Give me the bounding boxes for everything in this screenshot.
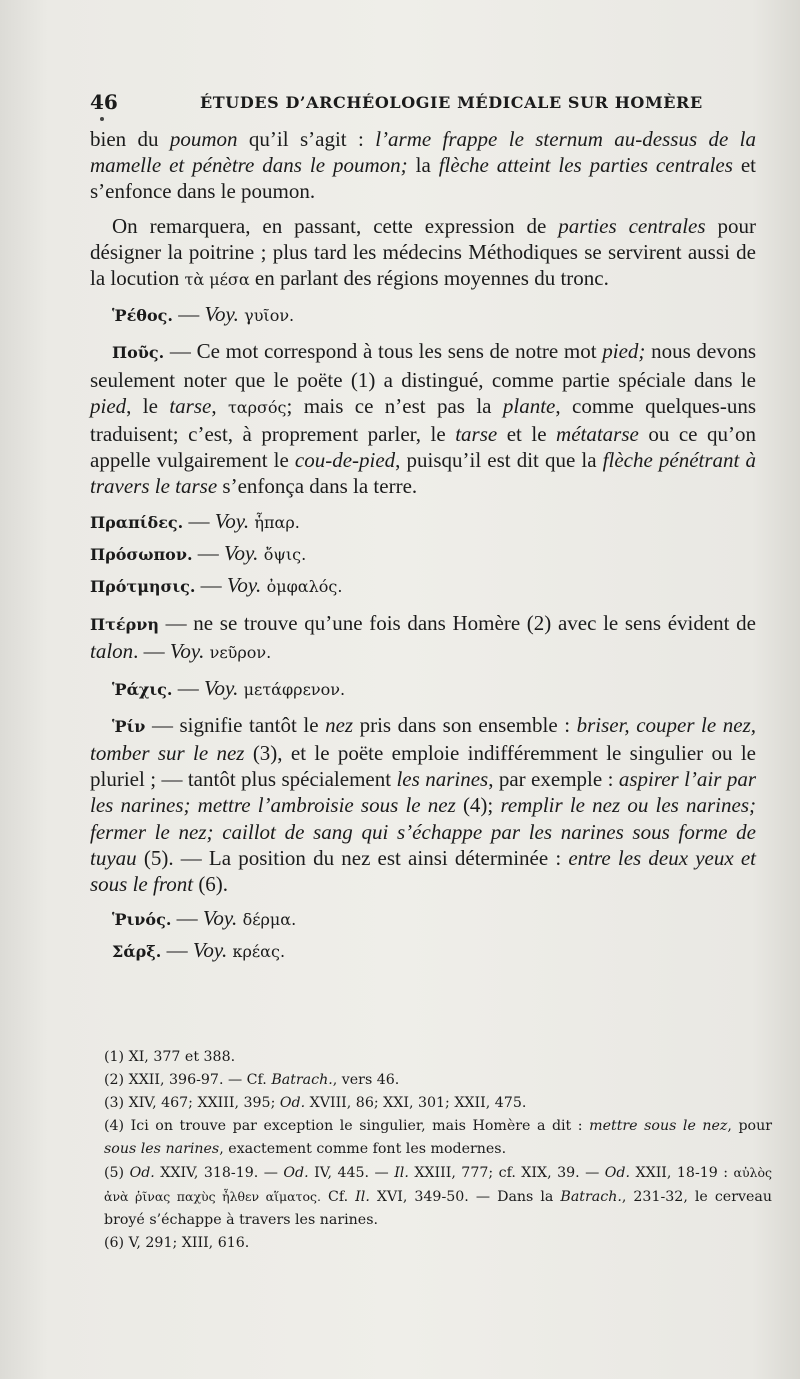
text: (5). — La position du nez est ainsi déterminée : bbox=[136, 845, 569, 870]
text: IV, 445. — bbox=[308, 1165, 395, 1181]
text: ou ce qu’on appelle vulgairement le bbox=[90, 422, 757, 473]
footnote-3 bbox=[104, 1092, 772, 1115]
text: . — bbox=[133, 639, 170, 664]
text: (5) bbox=[104, 1165, 130, 1181]
text: — bbox=[172, 302, 205, 327]
italic-text: talon bbox=[90, 639, 134, 664]
italic-text: Il. bbox=[394, 1165, 409, 1181]
text: , 231-32, le cerveau broyé s’échappe à travers les narines. bbox=[104, 1189, 772, 1228]
italic-text: Voy. bbox=[203, 675, 239, 700]
text: et le bbox=[497, 422, 557, 447]
text: qu’il s’agit : bbox=[237, 127, 376, 151]
text: , le bbox=[126, 393, 170, 418]
greek-text: μετάφρενον. bbox=[243, 679, 346, 699]
greek-text: ταρσός bbox=[227, 397, 287, 417]
greek-text: τὰ μέσα bbox=[184, 270, 250, 290]
italic-text: Voy. bbox=[224, 540, 259, 565]
footnotes bbox=[104, 1046, 772, 1255]
greek-text: κρέας. bbox=[232, 942, 286, 962]
entry-headword: Ῥάχις. bbox=[112, 679, 173, 699]
entry-headword: Πραπίδες. bbox=[90, 512, 184, 532]
entry-pous bbox=[90, 338, 756, 499]
text: — signifie tantôt le bbox=[145, 712, 326, 737]
italic-text: Voy. bbox=[169, 639, 205, 664]
italic-text: Batrach. bbox=[271, 1072, 333, 1088]
text: , exactement comme font les modernes. bbox=[219, 1141, 507, 1157]
footnote-4 bbox=[104, 1115, 772, 1161]
italic-text: pied bbox=[90, 393, 127, 418]
text: XXIV, 318-19. — bbox=[154, 1165, 284, 1181]
italic-text: tarse bbox=[455, 422, 498, 447]
text: XVI, 349-50. — Dans la bbox=[369, 1189, 561, 1205]
italic-text: Od. bbox=[129, 1165, 155, 1181]
text: s’enfonça dans la terre. bbox=[217, 474, 418, 499]
text: , bbox=[211, 393, 228, 418]
text: XXII, 18-19 : bbox=[630, 1165, 734, 1181]
italic-text: métatarse bbox=[556, 422, 639, 447]
text: (4); bbox=[455, 793, 501, 818]
italic-text: aspirer l’air par les narines; mettre l’ambroisie sous le nez bbox=[90, 767, 757, 818]
entry-headword: Πτέρνη bbox=[90, 615, 159, 635]
text: XVIII, 86; XXI, 301; XXII, 475. bbox=[305, 1095, 527, 1111]
text: pour désigner la poitrine ; plus tard les médecins Méthodiques se servirent aussi de la locution bbox=[90, 213, 757, 291]
italic-text: parties centrales bbox=[558, 213, 706, 238]
greek-text: νεῦρον. bbox=[209, 643, 272, 663]
italic-text: Voy. bbox=[226, 573, 262, 598]
entry-headword: Πρόσωπον. bbox=[90, 544, 193, 564]
italic-text: remplir le nez ou les narines; fermer le nez; caillot de sang qui s’échappe par les narines sous forme de tuyau bbox=[90, 793, 756, 870]
text: — bbox=[171, 906, 203, 931]
text: (2) XXII, 396-97. — Cf. bbox=[104, 1072, 272, 1088]
text: On remarquera, en passant, cette expression de bbox=[112, 213, 559, 238]
text: — bbox=[161, 938, 193, 963]
footnote-5 bbox=[104, 1161, 772, 1232]
text: en parlant des régions moyennes du tronc. bbox=[249, 266, 609, 291]
footnote-6: (6) V, 291; XIII, 616. bbox=[104, 1235, 250, 1251]
italic-text: les narines bbox=[396, 767, 489, 792]
text: XXIII, 777; cf. XIX, 39. — bbox=[408, 1165, 605, 1181]
italic-text: Od. bbox=[279, 1095, 306, 1111]
text: nous devons seulement noter que le poëte (1) a distingué, comme partie spéciale dans le bbox=[90, 339, 756, 392]
italic-text: entre les deux yeux et sous le front bbox=[90, 845, 756, 897]
paragraph-poumon bbox=[90, 126, 756, 205]
italic-text: cou-de-pied bbox=[294, 448, 396, 473]
italic-text: briser, couper le nez, tomber sur le nez bbox=[90, 712, 756, 766]
italic-text: Od. bbox=[604, 1165, 631, 1181]
footnote-1: (1) XI, 377 et 388. bbox=[104, 1049, 236, 1065]
italic-text: plante bbox=[502, 393, 556, 418]
entry-headword: Ῥινός. bbox=[112, 910, 172, 930]
italic-text: Od. bbox=[283, 1165, 309, 1181]
running-title: ÉTUDES D’ARCHÉOLOGIE MÉDICALE SUR HOMÈRE bbox=[200, 93, 703, 112]
italic-text: poumon bbox=[169, 127, 238, 151]
italic-text: Voy. bbox=[204, 302, 239, 327]
entry-rhinos bbox=[90, 905, 756, 933]
italic-text: flèche pénétrant à travers le tarse bbox=[90, 448, 756, 499]
text: (6). bbox=[193, 872, 229, 897]
italic-text: tarse bbox=[169, 393, 212, 418]
text: , puisqu’il est dit que la bbox=[395, 448, 603, 473]
footnote-2 bbox=[104, 1069, 772, 1092]
italic-text: Voy. bbox=[192, 938, 228, 963]
greek-text: δέρμα. bbox=[242, 910, 297, 930]
text: — ne se trouve qu’une fois dans Homère (2) avec le sens évident de bbox=[158, 611, 756, 636]
text: — Ce mot correspond à tous les sens de notre mot bbox=[164, 339, 603, 364]
text: — bbox=[183, 508, 215, 533]
entry-rethos bbox=[90, 301, 756, 329]
entry-rhachis bbox=[90, 675, 756, 703]
greek-text: ὀμφαλός. bbox=[266, 577, 343, 597]
entry-pterne bbox=[90, 610, 756, 666]
main-text bbox=[90, 126, 756, 975]
text: , comme quelques-uns traduisent; c’est, à proprement parler, le bbox=[90, 393, 756, 447]
entry-sarx bbox=[90, 937, 756, 965]
entry-headword: Σάρξ. bbox=[112, 942, 162, 962]
italic-text: Batrach. bbox=[560, 1189, 622, 1205]
greek-text: αὐλὸς ἀνὰ ῥῖνας παχὺς ἦλθεν αἵματος. bbox=[104, 1165, 773, 1204]
page-number: 46 bbox=[90, 90, 118, 114]
italic-text: mettre sous le nez bbox=[589, 1118, 728, 1134]
text: , par exemple : bbox=[488, 767, 619, 792]
greek-text: γυῖον. bbox=[244, 306, 295, 326]
text: pris dans son ensemble : bbox=[353, 712, 577, 737]
greek-text: ὄψις. bbox=[263, 544, 307, 564]
italic-text: nez bbox=[325, 712, 354, 737]
text: bien du bbox=[90, 127, 170, 151]
entry-headword: Πρότμησις. bbox=[90, 577, 196, 597]
text: — bbox=[195, 573, 227, 598]
entry-prosopon bbox=[90, 540, 756, 568]
italic-text: sous les narines bbox=[104, 1141, 220, 1157]
text: — bbox=[172, 675, 204, 700]
italic-text: Voy. bbox=[214, 508, 250, 533]
entry-headword: Ῥέθος. bbox=[112, 306, 173, 326]
greek-text: ἧπαρ. bbox=[254, 512, 300, 532]
text: — bbox=[192, 540, 225, 565]
italic-text: Il. bbox=[355, 1189, 370, 1205]
entry-headword: Ποῦς. bbox=[112, 343, 165, 363]
text: (3), et le poëte emploie indifféremment le singulier ou le pluriel ; — tantôt plus spécialement bbox=[90, 741, 756, 792]
text: (4) Ici on trouve par exception le singulier, mais Homère a dit : bbox=[104, 1118, 590, 1134]
italic-text: Voy. bbox=[202, 906, 238, 931]
text: , vers 46. bbox=[332, 1072, 400, 1088]
entry-headword: Ῥίν bbox=[112, 716, 146, 736]
paragraph-parties-centrales bbox=[90, 213, 756, 294]
printing-dot bbox=[100, 117, 104, 121]
entry-rhin bbox=[90, 712, 756, 897]
text: Cf. bbox=[320, 1189, 356, 1205]
page-header bbox=[90, 90, 770, 114]
text: ; mais ce n’est pas la bbox=[286, 393, 503, 418]
italic-text: l’arme frappe le sternum au-dessus de la mamelle et pénètre dans le poumon; bbox=[90, 127, 757, 178]
text: (3) XIV, 467; XXIII, 395; bbox=[104, 1095, 280, 1111]
italic-text: flèche atteint les parties centrales bbox=[438, 153, 733, 178]
text: la bbox=[407, 153, 439, 178]
entry-prapides bbox=[90, 508, 756, 536]
entry-protmesis bbox=[90, 572, 756, 600]
text: , pour bbox=[727, 1118, 772, 1134]
italic-text: pied; bbox=[602, 339, 646, 364]
text: et s’enfonce dans le poumon. bbox=[90, 153, 757, 204]
